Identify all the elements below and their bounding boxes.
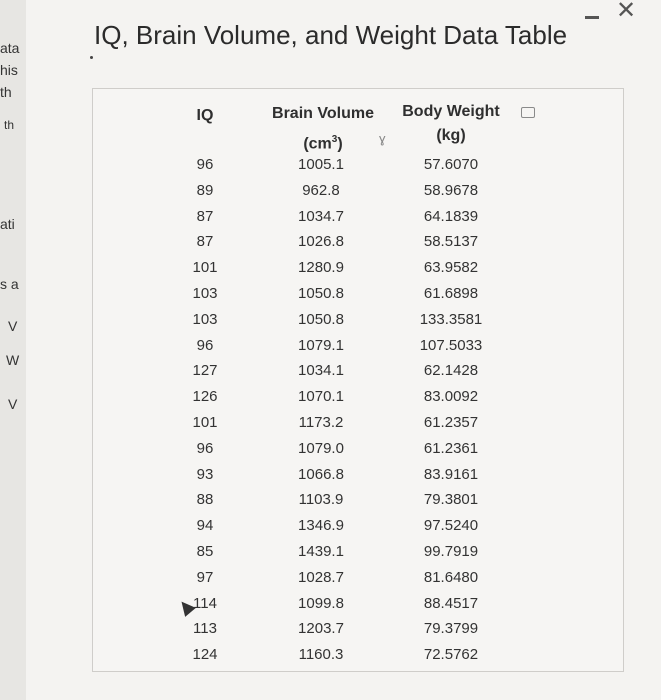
cell-brain-volume: 1203.7 — [298, 620, 344, 638]
table-body — [93, 155, 623, 671]
brain-volume-label: Brain Volume — [272, 105, 374, 122]
cell-brain-volume: 1028.7 — [298, 568, 344, 586]
cell-brain-volume: 1439.1 — [298, 542, 344, 560]
close-button[interactable]: ✕ — [616, 0, 637, 24]
cell-iq: 93 — [196, 465, 214, 483]
cell-body-weight: 81.6480 — [423, 568, 479, 586]
table-row — [93, 155, 623, 181]
unit-close: ) — [337, 135, 343, 153]
table-row — [93, 284, 623, 310]
cell-body-weight: 58.5137 — [423, 233, 479, 251]
cell-iq: 85 — [196, 542, 214, 560]
table-row — [93, 542, 623, 568]
table-row — [93, 258, 623, 284]
background-text-fragment: V — [8, 318, 18, 334]
cell-brain-volume: 1026.8 — [298, 233, 344, 251]
dialog-title: IQ, Brain Volume, and Weight Data Table — [94, 20, 568, 50]
column-header-brain-volume — [263, 103, 383, 155]
cell-iq: 96 — [196, 156, 214, 173]
cell-brain-volume: 1066.8 — [298, 465, 344, 483]
cell-iq: 101 — [192, 413, 218, 431]
table-row — [93, 568, 623, 594]
cell-brain-volume: 1070.1 — [298, 388, 344, 406]
cell-iq: 126 — [192, 388, 218, 406]
cell-body-weight: 83.9161 — [423, 465, 479, 483]
minimize-button[interactable] — [583, 14, 603, 22]
text-cursor-icon: ɣ — [379, 131, 386, 146]
cell-iq: 103 — [192, 310, 218, 328]
cell-brain-volume: 1050.8 — [298, 310, 344, 328]
cell-brain-volume: 1346.9 — [298, 517, 344, 535]
cell-body-weight: 99.7919 — [423, 542, 479, 560]
table-row — [93, 310, 623, 336]
table-row — [93, 361, 623, 387]
cell-body-weight: 57.6070 — [423, 156, 479, 173]
cell-brain-volume: 1034.7 — [298, 207, 344, 225]
background-text-fragment: th — [4, 118, 15, 132]
cell-body-weight: 63.9582 — [423, 259, 479, 277]
table-row — [93, 645, 623, 671]
brain-volume-unit — [263, 129, 383, 155]
cell-body-weight: 79.3799 — [423, 620, 479, 638]
table-row — [93, 232, 623, 258]
cell-iq: 97 — [196, 568, 214, 586]
cell-body-weight: 97.5240 — [423, 517, 479, 535]
cell-iq: 88 — [196, 491, 214, 509]
cell-brain-volume: 1079.1 — [298, 336, 344, 354]
table-row — [93, 336, 623, 362]
column-header-body-weight — [393, 101, 509, 147]
cell-iq: 96 — [196, 336, 214, 354]
table-row — [93, 181, 623, 207]
cell-body-weight: 88.4517 — [423, 594, 479, 612]
cell-brain-volume: 1280.9 — [298, 259, 344, 277]
cell-iq: 96 — [196, 439, 214, 457]
table-row — [93, 207, 623, 233]
cell-iq: 87 — [196, 207, 214, 225]
cell-body-weight: 79.3801 — [423, 491, 479, 509]
table-row — [93, 465, 623, 491]
table-row — [93, 490, 623, 516]
body-weight-unit: (kg) — [436, 127, 466, 144]
background-window-strip — [0, 0, 27, 700]
cell-body-weight: 58.9678 — [423, 181, 479, 199]
body-weight-label: Body Weight — [402, 103, 500, 120]
data-table-dialog — [26, 0, 661, 700]
cell-brain-volume: 1173.2 — [298, 413, 344, 431]
cell-iq: 89 — [196, 181, 214, 199]
table-row — [93, 387, 623, 413]
cell-body-weight: 62.1428 — [423, 362, 479, 380]
cell-brain-volume: 1079.0 — [298, 439, 344, 457]
background-text-fragment: his — [0, 62, 18, 78]
table-row — [93, 413, 623, 439]
cell-iq: 127 — [192, 362, 218, 380]
cell-body-weight: 61.2357 — [423, 413, 479, 431]
cell-iq: 124 — [192, 646, 218, 664]
unit-exponent: 3 — [331, 134, 338, 145]
table-row — [93, 619, 623, 645]
cell-body-weight: 64.1839 — [423, 207, 479, 225]
table-row — [93, 439, 623, 465]
cell-iq: 94 — [196, 517, 214, 535]
background-text-fragment: W — [6, 352, 20, 368]
cell-brain-volume: 1103.9 — [298, 491, 344, 509]
table-row — [93, 594, 623, 620]
cell-body-weight: 133.3581 — [419, 310, 483, 328]
unit-base: (cm — [303, 135, 332, 153]
cell-brain-volume: 1005.1 — [298, 156, 344, 173]
cell-body-weight: 61.6898 — [423, 284, 479, 302]
background-text-fragment: ata — [0, 40, 20, 56]
cell-body-weight: 61.2361 — [423, 439, 479, 457]
cell-iq: 101 — [192, 259, 218, 277]
cell-iq: 103 — [192, 284, 218, 302]
cell-brain-volume: 1099.8 — [298, 594, 344, 612]
copy-icon[interactable] — [521, 107, 535, 118]
cell-body-weight: 107.5033 — [419, 336, 483, 354]
background-text-fragment: s a — [0, 276, 19, 292]
cell-iq: 114 — [193, 594, 217, 612]
cell-brain-volume: 1050.8 — [298, 284, 344, 302]
cell-brain-volume: 1034.1 — [298, 362, 344, 380]
cell-brain-volume: 1160.3 — [298, 646, 344, 664]
background-text-fragment: ati — [0, 216, 15, 232]
cell-body-weight: 83.0092 — [423, 388, 479, 406]
cell-body-weight: 72.5762 — [423, 646, 479, 664]
background-text-fragment: th — [0, 84, 12, 100]
cell-iq: 113 — [193, 620, 217, 638]
cell-iq: 87 — [196, 233, 214, 251]
data-table — [92, 88, 624, 672]
table-row — [93, 516, 623, 542]
column-header-iq: IQ — [196, 107, 214, 124]
cell-brain-volume: 962.8 — [302, 181, 340, 199]
background-text-fragment: V — [8, 396, 18, 412]
